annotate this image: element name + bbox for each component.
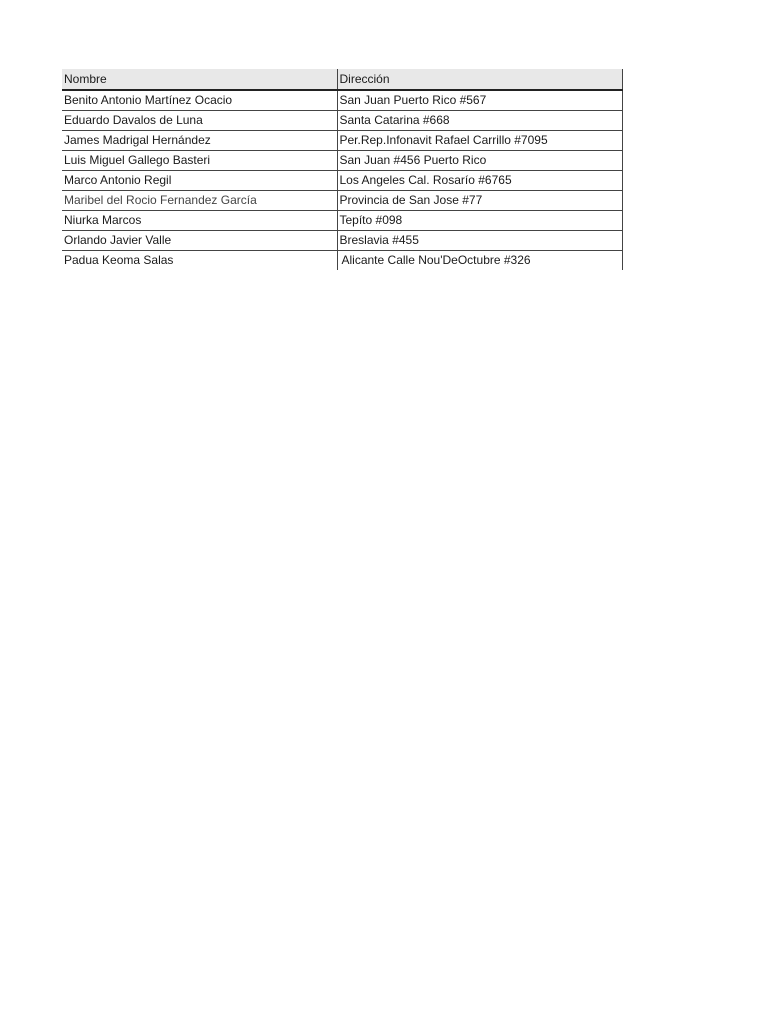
table-row <box>62 171 622 191</box>
table-row <box>62 251 622 271</box>
cell-direccion[interactable]: Los Angeles Cal. Rosarío #6765 <box>337 171 622 191</box>
contacts-table <box>62 69 623 270</box>
cell-direccion[interactable]: Provincia de San Jose #77 <box>337 191 622 211</box>
cell-direccion[interactable]: Tepíto #098 <box>337 211 622 231</box>
cell-nombre[interactable]: Maribel del Rocio Fernandez García <box>62 191 337 211</box>
spreadsheet-area <box>62 69 622 270</box>
cell-direccion[interactable]: Per.Rep.Infonavit Rafael Carrillo #7095 <box>337 131 622 151</box>
cell-direccion[interactable]: San Juan Puerto Rico #567 <box>337 90 622 111</box>
table-row <box>62 231 622 251</box>
header-nombre[interactable]: Nombre <box>62 69 337 90</box>
cell-nombre[interactable]: Marco Antonio Regil <box>62 171 337 191</box>
cell-nombre[interactable]: Orlando Javier Valle <box>62 231 337 251</box>
cell-nombre[interactable]: Eduardo Davalos de Luna <box>62 111 337 131</box>
cell-nombre[interactable]: Padua Keoma Salas <box>64 253 174 267</box>
cell-direccion[interactable]: San Juan #456 Puerto Rico <box>337 151 622 171</box>
table-row <box>62 191 622 211</box>
table-row <box>62 111 622 131</box>
header-row <box>62 69 622 90</box>
cell-direccion[interactable]: Santa Catarina #668 <box>337 111 622 131</box>
cell-nombre[interactable]: James Madrigal Hernández <box>62 131 337 151</box>
cell-direccion[interactable]: Alicante Calle Nou'DeOctubre #326 <box>337 251 622 271</box>
cell-nombre[interactable]: Luis Miguel Gallego Basteri <box>62 151 337 171</box>
cell-direccion[interactable]: Breslavia #455 <box>337 231 622 251</box>
header-direccion[interactable]: Dirección <box>337 69 622 90</box>
table-row <box>62 90 622 111</box>
cell-nombre[interactable]: Niurka Marcos <box>62 211 337 231</box>
cell-nombre[interactable]: Benito Antonio Martínez Ocacio <box>62 90 337 111</box>
table-row <box>62 131 622 151</box>
table-row <box>62 211 622 231</box>
table-row <box>62 151 622 171</box>
